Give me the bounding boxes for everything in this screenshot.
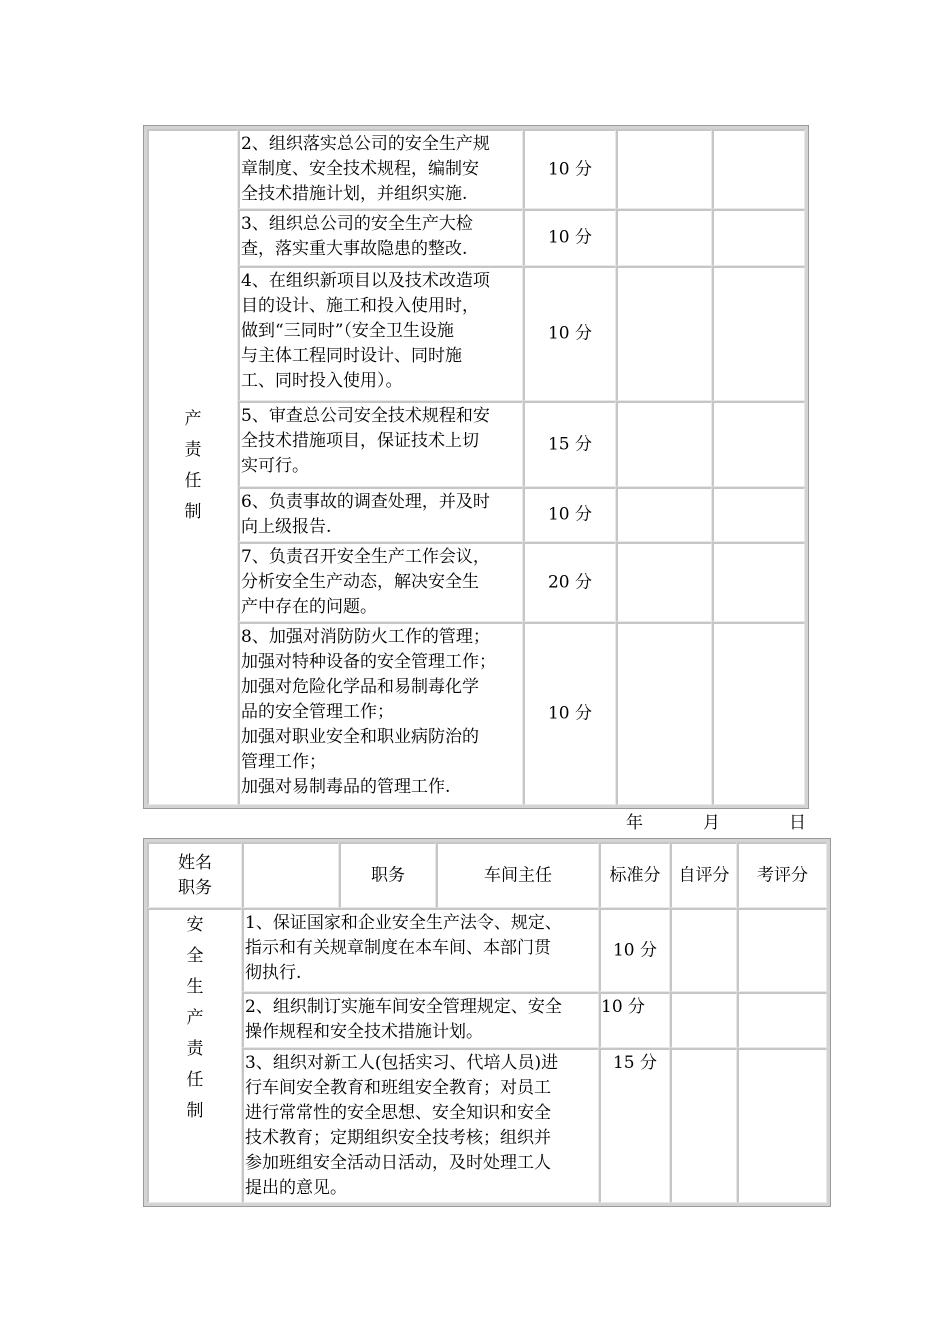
duty-line: 工、同时投入使用）。 <box>241 371 403 391</box>
duty-line: 实可行。 <box>241 456 309 476</box>
side-label-char: 产 <box>186 1008 204 1028</box>
duty-text-cell <box>238 542 523 622</box>
date-day-label: 日 <box>789 813 806 833</box>
self-score-header: 自评分 <box>678 865 730 885</box>
duty-line: 做到“三同时”（安全卫生设施 <box>241 321 454 341</box>
duty-line: 全技术措施项目，保证技术上切 <box>241 431 479 451</box>
review-score-cell[interactable] <box>737 1048 827 1203</box>
standard-score: 10 分 <box>547 703 593 724</box>
side-label-char: 任 <box>184 471 202 491</box>
self-score-cell[interactable] <box>616 401 712 487</box>
standard-score: 10 分 <box>547 159 593 179</box>
duty-text-cell <box>238 266 523 401</box>
review-score-cell[interactable] <box>737 908 827 992</box>
self-score-cell[interactable] <box>616 622 712 805</box>
standard-score: 10 分 <box>547 504 593 525</box>
review-score-cell[interactable] <box>712 266 805 401</box>
duty-line: 品的安全管理工作； <box>241 702 394 722</box>
self-score-cell[interactable] <box>616 542 712 622</box>
self-score-header-cell <box>670 842 737 908</box>
duty-line: 操作规程和安全技术措施计划。 <box>245 1022 483 1042</box>
review-score-header-cell <box>737 842 827 908</box>
duty-line: 管理工作； <box>241 752 326 772</box>
side-label-char: 产 <box>184 409 202 429</box>
side-label-char: 制 <box>184 502 202 522</box>
self-score-cell[interactable] <box>670 1048 737 1203</box>
review-score-cell[interactable] <box>712 542 805 622</box>
duty-line: 6、负责事故的调查处理，并及时 <box>241 492 490 512</box>
self-score-cell[interactable] <box>616 129 712 209</box>
duty-line: 5、审查总公司安全技术规程和安 <box>241 406 490 426</box>
duty-line: 章制度、安全技术规程，编制安 <box>241 159 479 179</box>
duty-line: 1、保证国家和企业安全生产法令、规定、 <box>245 913 562 933</box>
duty-line: 提出的意见。 <box>245 1178 347 1198</box>
duty-line: 分析安全生产动态，解决安全生 <box>241 572 479 592</box>
standard-score: 10 分 <box>547 227 593 248</box>
duty-line: 3、组织对新工人(包括实习、代培人员)进 <box>245 1053 559 1073</box>
review-score-cell[interactable] <box>712 487 805 542</box>
side-label-char: 制 <box>186 1101 204 1121</box>
side-label-cell <box>147 908 242 1203</box>
review-score-cell[interactable] <box>712 401 805 487</box>
score-cell <box>599 908 670 992</box>
position-value: 车间主任 <box>484 865 552 885</box>
side-label-cell <box>147 129 238 805</box>
duty-line: 产中存在的问题。 <box>241 597 377 617</box>
self-score-cell[interactable] <box>670 992 737 1048</box>
side-label-char: 安 <box>186 915 204 935</box>
duty-line: 4、在组织新项目以及技术改造项 <box>241 271 490 291</box>
score-cell <box>523 266 616 401</box>
name-label-line: 职务 <box>178 877 212 898</box>
duty-line: 指示和有关规章制度在本车间、本部门贯 <box>245 938 551 958</box>
standard-score: 10 分 <box>547 323 593 344</box>
side-label-char: 生 <box>186 977 204 997</box>
score-cell <box>523 487 616 542</box>
duty-line: 参加班组安全活动日活动，及时处理工人 <box>245 1153 551 1173</box>
self-score-cell[interactable] <box>616 266 712 401</box>
duty-text-cell <box>238 209 523 266</box>
duty-text-cell <box>238 129 523 209</box>
standard-score: 20 分 <box>547 572 593 592</box>
standard-score: 15 分 <box>547 434 593 454</box>
standard-score: 10 分 <box>601 997 646 1017</box>
score-cell <box>523 129 616 209</box>
review-score-cell[interactable] <box>737 992 827 1048</box>
duty-line: 向上级报告. <box>241 517 332 537</box>
review-score-cell[interactable] <box>712 209 805 266</box>
position-value-cell <box>436 842 599 908</box>
side-label-char: 责 <box>186 1039 204 1059</box>
duty-line: 7、负责召开安全生产工作会议， <box>241 547 490 567</box>
review-score-header: 考评分 <box>757 865 808 885</box>
side-label-char: 全 <box>186 946 204 966</box>
duty-line: 加强对职业安全和职业病防治的 <box>241 727 479 747</box>
responsibility-table-1 <box>143 125 809 809</box>
duty-text-cell <box>238 401 523 487</box>
score-cell <box>599 992 670 1048</box>
score-cell <box>523 401 616 487</box>
date-year-label: 年 <box>626 813 643 833</box>
duty-line: 查，落实重大事故隐患的整改. <box>241 239 468 259</box>
duty-line: 与主体工程同时设计、同时施 <box>241 346 462 366</box>
date-month-label: 月 <box>703 813 720 833</box>
responsibility-table-2 <box>143 838 831 1207</box>
duty-line: 目的设计、施工和投入使用时， <box>241 296 479 316</box>
score-cell <box>523 542 616 622</box>
score-cell <box>523 622 616 805</box>
self-score-cell[interactable] <box>670 908 737 992</box>
duty-line: 2、组织制订实施车间安全管理规定、安全 <box>245 997 562 1017</box>
standard-score-header: 标准分 <box>609 865 661 885</box>
duty-line: 2、组织落实总公司的安全生产规 <box>241 134 490 154</box>
duty-line: 加强对易制毒品的管理工作. <box>241 777 451 797</box>
name-value-cell[interactable] <box>242 842 339 908</box>
duty-line: 全技术措施计划，并组织实施. <box>241 184 468 204</box>
review-score-cell[interactable] <box>712 622 805 805</box>
name-label-cell <box>147 842 242 908</box>
duty-line: 8、加强对消防防火工作的管理； <box>241 627 490 647</box>
duty-line: 加强对危险化学品和易制毒化学 <box>241 677 479 697</box>
score-cell <box>599 1048 670 1203</box>
duty-text-cell <box>238 487 523 542</box>
side-label-char: 任 <box>186 1070 204 1090</box>
duty-line: 3、组织总公司的安全生产大检 <box>241 214 473 234</box>
position-label-cell <box>339 842 436 908</box>
name-label-line: 姓名 <box>178 852 212 873</box>
duty-text-cell <box>242 908 599 992</box>
duty-line: 加强对特种设备的安全管理工作； <box>241 652 496 672</box>
duty-line: 行车间安全教育和班组安全教育；对员工 <box>245 1078 551 1098</box>
duty-text-cell <box>238 622 523 805</box>
position-label: 职务 <box>371 865 405 885</box>
side-label-char: 责 <box>184 440 202 460</box>
duty-text-cell <box>242 1048 599 1203</box>
score-cell <box>523 209 616 266</box>
review-score-cell[interactable] <box>712 129 805 209</box>
standard-score-header-cell <box>599 842 670 908</box>
self-score-cell[interactable] <box>616 487 712 542</box>
standard-score: 10 分 <box>612 940 658 960</box>
duty-text-cell <box>242 992 599 1048</box>
duty-line: 进行常常性的安全思想、安全知识和安全 <box>245 1103 551 1123</box>
duty-line: 技术教育；定期组织安全技考核；组织并 <box>245 1128 551 1148</box>
duty-line: 彻执行. <box>245 963 302 983</box>
standard-score: 15 分 <box>612 1053 658 1073</box>
self-score-cell[interactable] <box>616 209 712 266</box>
